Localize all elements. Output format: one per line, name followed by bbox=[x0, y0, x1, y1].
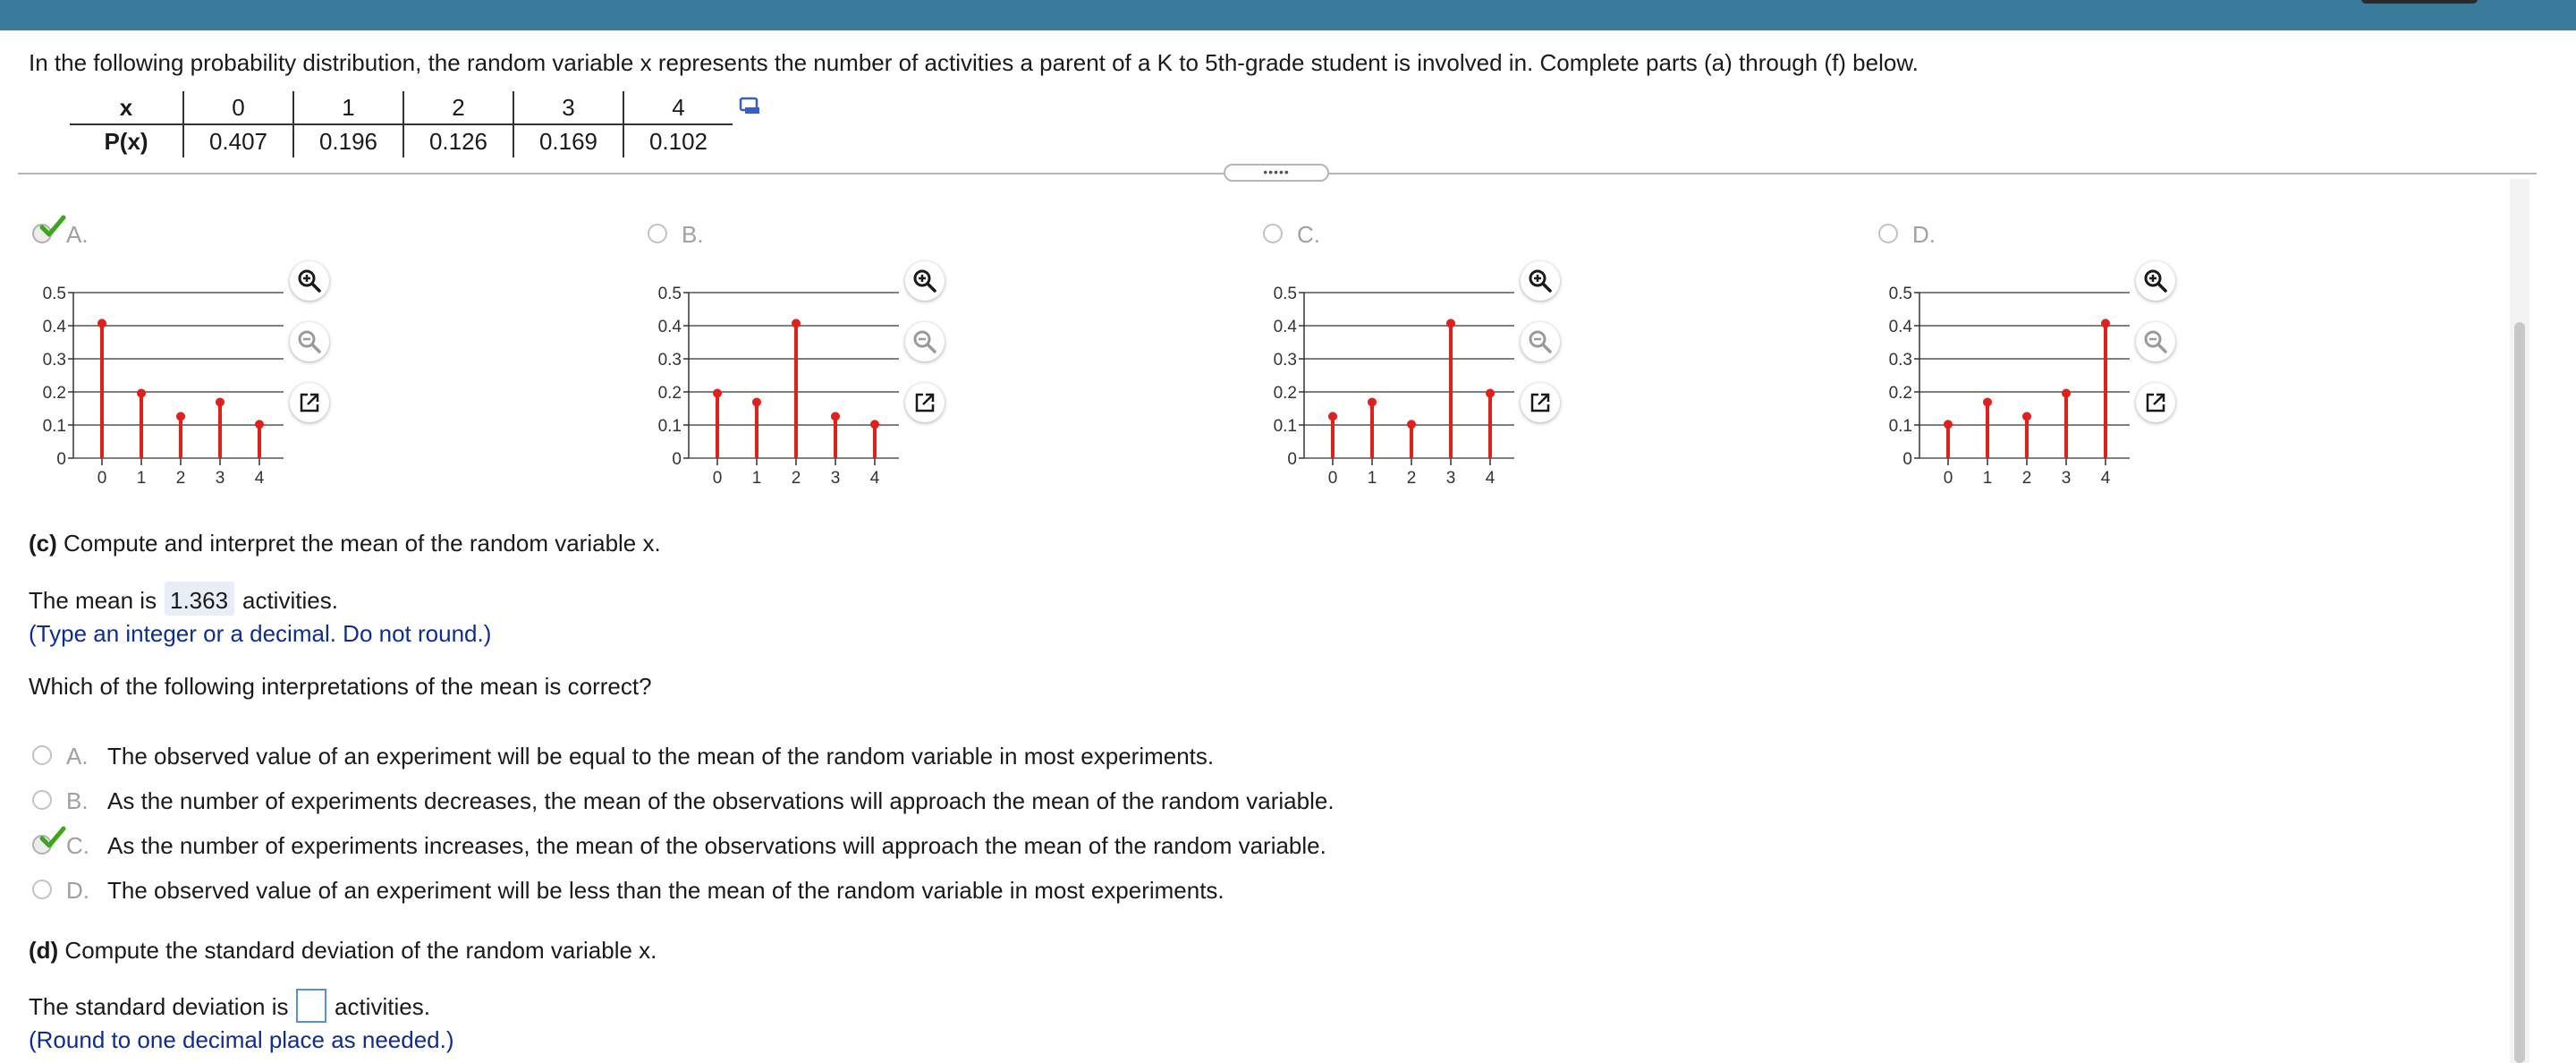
graph-option-radio[interactable] bbox=[1263, 224, 1283, 243]
y-tick-label: 0.1 bbox=[657, 417, 682, 436]
probability-point bbox=[870, 420, 879, 429]
probability-point bbox=[1983, 397, 1992, 406]
graph-option-letter: C. bbox=[1297, 221, 1320, 248]
x-tick-label: 4 bbox=[2100, 469, 2111, 488]
probability-point bbox=[216, 397, 225, 406]
popout-button[interactable] bbox=[2136, 383, 2175, 422]
x-tick-label: 0 bbox=[712, 469, 723, 488]
probability-point bbox=[1407, 420, 1416, 429]
interpretation-text: As the number of experiments decreases, the mean of the observations will approach the mean of the random variable. bbox=[107, 787, 1335, 814]
y-tick-label: 0.3 bbox=[657, 351, 682, 370]
x-tick-label: 3 bbox=[1445, 469, 1456, 488]
y-tick-label: 0.4 bbox=[1273, 318, 1297, 336]
popout-button[interactable] bbox=[905, 383, 945, 422]
probability-point bbox=[176, 412, 185, 421]
x-tick-label: 3 bbox=[830, 469, 841, 488]
x-tick-label: 3 bbox=[215, 469, 225, 488]
correct-check-icon bbox=[39, 826, 66, 849]
zoom-in-icon bbox=[1528, 268, 1553, 293]
zoom-out-icon bbox=[297, 329, 322, 354]
popout-icon bbox=[297, 390, 322, 415]
x-tick-label: 2 bbox=[175, 469, 186, 488]
probability-point bbox=[137, 388, 146, 397]
graph-option-letter: D. bbox=[1912, 221, 1936, 248]
problem-intro: In the following probability distribution, the random variable x represents the number of activities a parent of a K to 5th-grade student is involved in. Complete parts (a) through (f) below. bbox=[29, 49, 1919, 76]
y-tick-label: 0 bbox=[1287, 450, 1297, 469]
interpretation-radio[interactable] bbox=[32, 880, 52, 899]
drag-handle[interactable] bbox=[1224, 164, 1329, 182]
probability-point bbox=[2101, 319, 2110, 327]
x-value: 4 bbox=[623, 91, 733, 124]
popout-button[interactable] bbox=[290, 383, 329, 422]
part-c-label: (c) bbox=[29, 530, 57, 557]
probability-point bbox=[831, 412, 840, 421]
y-tick-label: 0.2 bbox=[1273, 384, 1297, 403]
top-bar-button[interactable] bbox=[2361, 0, 2478, 4]
x-tick-label: 2 bbox=[791, 469, 801, 488]
p-value: 0.102 bbox=[623, 124, 733, 157]
probability-chart bbox=[644, 268, 912, 510]
popout-icon bbox=[1528, 390, 1553, 415]
y-tick-label: 0.1 bbox=[42, 417, 66, 436]
zoom-in-button[interactable] bbox=[1521, 261, 1560, 301]
x-tick-label: 1 bbox=[751, 469, 762, 488]
p-value: 0.196 bbox=[293, 124, 403, 157]
x-value: 1 bbox=[293, 91, 403, 124]
sd-answer-input[interactable] bbox=[296, 989, 326, 1023]
x-tick-label: 1 bbox=[136, 469, 147, 488]
correct-check-icon bbox=[39, 215, 66, 238]
x-tick-label: 0 bbox=[97, 469, 107, 488]
x-header: x bbox=[70, 91, 183, 124]
probability-point bbox=[1446, 319, 1455, 327]
x-tick-label: 1 bbox=[1367, 469, 1377, 488]
sd-hint: (Round to one decimal place as needed.) bbox=[29, 1026, 454, 1053]
p-value: 0.126 bbox=[403, 124, 513, 157]
zoom-in-icon bbox=[297, 268, 322, 293]
y-tick-label: 0 bbox=[56, 450, 66, 469]
zoom-in-button[interactable] bbox=[290, 261, 329, 301]
interpretation-letter: A. bbox=[66, 743, 89, 770]
probability-chart bbox=[1875, 268, 2143, 510]
interpretation-question: Which of the following interpretations of the mean is correct? bbox=[29, 673, 652, 700]
probability-point bbox=[255, 420, 264, 429]
p-value: 0.407 bbox=[183, 124, 293, 157]
probability-point bbox=[1944, 420, 1953, 429]
zoom-in-icon bbox=[912, 268, 937, 293]
zoom-in-button[interactable] bbox=[905, 261, 945, 301]
probability-point bbox=[792, 319, 801, 327]
x-tick-label: 0 bbox=[1327, 469, 1338, 488]
probability-point bbox=[2062, 388, 2071, 397]
zoom-out-icon bbox=[912, 329, 937, 354]
x-tick-label: 4 bbox=[869, 469, 880, 488]
graph-option-radio[interactable] bbox=[648, 224, 667, 243]
mean-suffix: activities. bbox=[242, 587, 338, 614]
interpretation-text: The observed value of an experiment will be less than the mean of the random variable in most experiments. bbox=[107, 877, 1224, 904]
x-tick-label: 3 bbox=[2061, 469, 2072, 488]
probability-point bbox=[2022, 412, 2031, 421]
probability-point bbox=[713, 388, 722, 397]
px-header: P(x) bbox=[104, 127, 148, 155]
part-d-label: (d) bbox=[29, 937, 59, 964]
y-tick-label: 0.5 bbox=[1273, 285, 1297, 303]
x-tick-label: 2 bbox=[1406, 469, 1417, 488]
y-tick-label: 0.3 bbox=[42, 351, 66, 370]
graph-option-letter: A. bbox=[66, 221, 89, 248]
zoom-out-button[interactable] bbox=[2136, 322, 2175, 361]
interpretation-letter: D. bbox=[66, 877, 89, 904]
interpretation-letter: B. bbox=[66, 787, 89, 814]
probability-point bbox=[97, 319, 106, 327]
mean-prefix: The mean is bbox=[29, 587, 157, 614]
zoom-in-icon bbox=[2143, 268, 2168, 293]
zoom-in-button[interactable] bbox=[2136, 261, 2175, 301]
y-tick-label: 0.2 bbox=[42, 384, 66, 403]
graph-option-letter: B. bbox=[682, 221, 704, 248]
zoom-out-button[interactable] bbox=[905, 322, 945, 361]
x-tick-label: 4 bbox=[254, 469, 265, 488]
probability-chart bbox=[29, 268, 297, 510]
interpretation-letter: C. bbox=[66, 832, 89, 859]
zoom-out-icon bbox=[2143, 329, 2168, 354]
x-value: 0 bbox=[183, 91, 293, 124]
copy-table-icon[interactable] bbox=[739, 97, 762, 116]
mean-hint: (Type an integer or a decimal. Do not round.) bbox=[29, 620, 492, 647]
x-tick-label: 4 bbox=[1485, 469, 1496, 488]
x-tick-label: 1 bbox=[1982, 469, 1993, 488]
interpretation-text: As the number of experiments increases, the mean of the observations will approach the mean of the random variable. bbox=[107, 832, 1326, 859]
y-tick-label: 0.3 bbox=[1888, 351, 1912, 370]
sd-suffix: activities. bbox=[335, 993, 430, 1020]
y-tick-label: 0.1 bbox=[1888, 417, 1912, 436]
probability-point bbox=[1486, 388, 1495, 397]
probability-chart bbox=[1259, 268, 1528, 510]
y-tick-label: 0.4 bbox=[42, 318, 66, 336]
drag-handle-dots: ••••• bbox=[1263, 165, 1290, 179]
popout-icon bbox=[2143, 390, 2168, 415]
top-bar bbox=[0, 0, 2576, 30]
y-tick-label: 0.5 bbox=[42, 285, 66, 303]
part-d-question-text: Compute the standard deviation of the random variable x. bbox=[58, 937, 657, 964]
distribution-table bbox=[70, 91, 733, 157]
popout-icon bbox=[912, 390, 937, 415]
part-c-question bbox=[29, 530, 661, 557]
y-tick-label: 0.5 bbox=[657, 285, 682, 303]
sd-prefix: The standard deviation is bbox=[29, 993, 289, 1020]
y-tick-label: 0 bbox=[672, 450, 682, 469]
part-d-question bbox=[29, 937, 657, 965]
probability-point bbox=[1328, 412, 1337, 421]
y-tick-label: 0.5 bbox=[1888, 285, 1912, 303]
y-tick-label: 0.2 bbox=[657, 384, 682, 403]
part-c-question-text: Compute and interpret the mean of the random variable x. bbox=[56, 530, 661, 557]
y-tick-label: 0.4 bbox=[1888, 318, 1912, 336]
scrollbar[interactable] bbox=[2510, 179, 2529, 1063]
x-tick-label: 2 bbox=[2021, 469, 2032, 488]
x-value: 3 bbox=[513, 91, 623, 124]
interpretation-text: The observed value of an experiment will be equal to the mean of the random variable in most experiments. bbox=[107, 743, 1215, 770]
zoom-out-icon bbox=[1528, 329, 1553, 354]
popout-button[interactable] bbox=[1521, 383, 1560, 422]
probability-point bbox=[752, 397, 761, 406]
interpretation-radio[interactable] bbox=[32, 790, 52, 810]
y-tick-label: 0.2 bbox=[1888, 384, 1912, 403]
x-value: 2 bbox=[403, 91, 513, 124]
probability-point bbox=[1368, 397, 1377, 406]
y-tick-label: 0.4 bbox=[657, 318, 682, 336]
zoom-out-button[interactable] bbox=[290, 322, 329, 361]
x-tick-label: 0 bbox=[1943, 469, 1953, 488]
mean-value: 1.363 bbox=[170, 587, 229, 614]
y-tick-label: 0.1 bbox=[1273, 417, 1297, 436]
zoom-out-button[interactable] bbox=[1521, 322, 1560, 361]
scrollbar-thumb[interactable] bbox=[2514, 322, 2525, 1063]
graph-option-radio[interactable] bbox=[1878, 224, 1898, 243]
y-tick-label: 0 bbox=[1902, 450, 1912, 469]
p-value: 0.169 bbox=[513, 124, 623, 157]
interpretation-radio[interactable] bbox=[32, 745, 52, 765]
y-tick-label: 0.3 bbox=[1273, 351, 1297, 370]
